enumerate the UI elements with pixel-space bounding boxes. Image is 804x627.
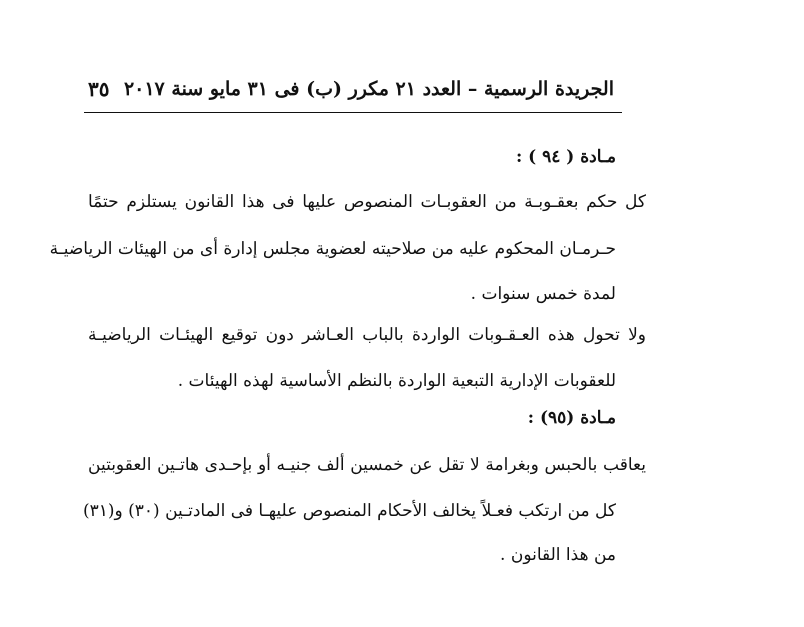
page-header xyxy=(88,72,614,106)
header-divider xyxy=(84,112,622,113)
article-94-line-1: كل حكم بعقـوبـة من العقوبـات المنصوص عليها فى هذا القانون يستلزم حتمًا xyxy=(88,192,646,212)
article-95-line-3: من هذا القانون . xyxy=(500,545,616,565)
article-95-line-2: كل من ارتكب فعـلاً يخالف الأحكام المنصوص عليهـا فى المادتـين (٣٠) و(٣١) xyxy=(82,501,616,521)
article-94-heading: مـادة ( ٩٤ ) : xyxy=(515,147,616,167)
gazette-header-title: الجريدة الرسمية – العدد ٢١ مكرر (ب) فى ٣١ مايو سنة ٢٠١٧ xyxy=(123,78,614,100)
article-94-line-4: ولا تحول هذه العـقـوبات الواردة بالباب العـاشر دون توقيع الهيئـات الرياضيـة xyxy=(88,325,646,345)
article-94-line-5: للعقوبات الإدارية التبعية الواردة بالنظم الأساسية لهذه الهيئات . xyxy=(177,371,616,391)
article-94-line-2: حـرمـان المحكوم عليه من صلاحيته لعضوية مجلس إدارة أى من الهيئات الرياضيـة xyxy=(49,239,616,259)
article-95-line-1: يعاقب بالحبس وبغرامة لا تقل عن خمسين ألف جنيـه أو بإحـدى هاتـين العقوبتين xyxy=(88,455,646,475)
page-number: ٣٥ xyxy=(88,77,110,101)
article-94-line-3: لمدة خمس سنوات . xyxy=(470,284,616,304)
article-95-heading: مـادة (٩٥) : xyxy=(527,408,616,428)
